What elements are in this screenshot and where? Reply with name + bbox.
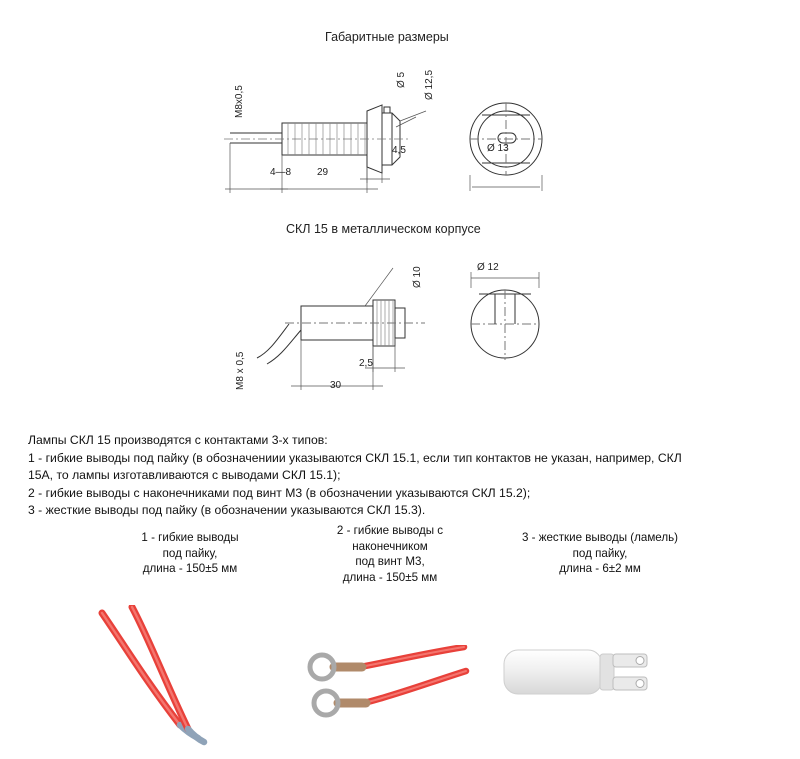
figure1-title: Габаритные размеры <box>325 30 449 44</box>
contact3-line1: 3 - жесткие выводы (ламель) <box>521 531 679 544</box>
figure2-drawing <box>215 248 575 413</box>
note-line-2: 1 - гибкие выводы под пайку (в обозначениии указываются СКЛ 15.1, если тип контактов не указан, например, СКЛ <box>28 450 682 465</box>
note-line-5: 3 - жесткие выводы под пайку (в обозначении указываются СКЛ 15.3). <box>28 503 426 518</box>
figure1-d125-label: Ø 12,5 <box>424 69 435 100</box>
figure1-drawing <box>210 55 580 200</box>
figure1-thread-label: M8x0,5 <box>234 85 245 118</box>
figure1-len29-label: 29 <box>317 167 329 178</box>
figure2-title: СКЛ 15 в металлическом корпусе <box>286 222 481 236</box>
contacts-note <box>28 432 758 520</box>
contact1-line3: длина - 150±5 мм <box>142 562 238 575</box>
contact-caption-2 <box>300 523 480 585</box>
note-line-4: 2 - гибкие выводы с наконечниками под винт М3 (в обозначении указываются СКЛ 15.2); <box>28 485 531 500</box>
contact3-line2: под пайку, <box>572 546 628 560</box>
contact2-line1: 2 - гибкие выводы с <box>336 524 444 537</box>
figure1-d5-label: Ø 5 <box>396 71 407 88</box>
contact1-line2: под пайку, <box>162 546 218 560</box>
contact-caption-3 <box>490 530 710 577</box>
contact-caption-1 <box>95 530 285 577</box>
contact3-line3: длина - 6±2 мм <box>559 562 641 575</box>
contact-photo-3 <box>500 640 675 715</box>
contact2-line3: под винт М3, <box>355 555 425 568</box>
figure1-len48-label: 4—8 <box>270 167 292 178</box>
contact-photo-2 <box>300 645 470 735</box>
figure1-d13-label: Ø 13 <box>487 143 509 154</box>
figure2-d10-label: Ø 10 <box>412 266 423 288</box>
contact2-line2: наконечником <box>352 539 428 553</box>
contact-photo-1 <box>80 605 270 755</box>
contact1-line1: 1 - гибкие выводы <box>141 531 239 544</box>
figure2-d12-label: Ø 12 <box>477 262 499 273</box>
figure2-len30-label: 30 <box>330 380 342 391</box>
note-line-3: 15А, то лампы изготавливаются с выводами СКЛ 15.1); <box>28 468 341 483</box>
figure1-len45-label: 4,5 <box>392 145 406 156</box>
note-line-1: Лампы СКЛ 15 производятся с контактами 3-х типов: <box>28 433 328 447</box>
figure2-thread-label: M8 x 0,5 <box>235 351 246 390</box>
contact2-line4: длина - 150±5 мм <box>342 570 438 584</box>
figure2-len25-label: 2,5 <box>359 358 373 369</box>
